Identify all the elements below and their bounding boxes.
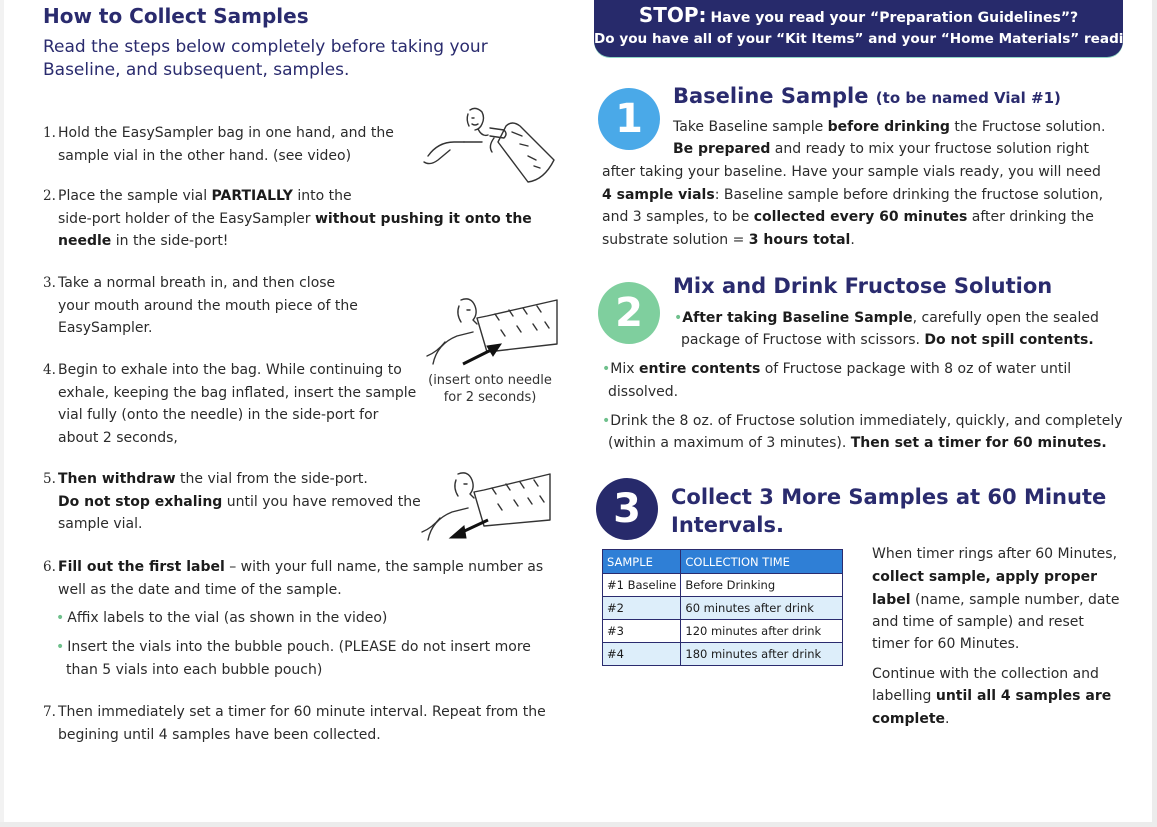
- text-run: .: [945, 711, 950, 727]
- table-cell: 60 minutes after drink: [681, 597, 843, 620]
- table-row: [603, 597, 843, 620]
- step-line: sample vial.: [58, 516, 143, 532]
- bullet-text: Affix labels to the vial (as shown in the video): [67, 610, 388, 626]
- bullet-item: [56, 607, 387, 630]
- section-title-line: Intervals.: [671, 513, 784, 537]
- stop-heading: STOP:: [638, 3, 707, 27]
- text-run: Mix: [610, 361, 639, 377]
- table-row: [603, 574, 843, 597]
- text-run: .: [850, 232, 855, 248]
- section-1-line: [673, 138, 1089, 161]
- step-number: 4.: [43, 362, 56, 378]
- section-1-line: [602, 184, 1103, 207]
- collection-schedule-table: [602, 549, 843, 666]
- subtitle-line: Read the steps below completely before taking your: [43, 37, 488, 57]
- text-bold: 4 sample vials: [602, 187, 715, 203]
- step-line: your mouth around the mouth piece of the: [58, 297, 358, 314]
- step-text-run: side-port holder of the EasySampler: [58, 210, 315, 227]
- section-title-note: (to be named Vial #1): [875, 89, 1061, 107]
- step-1-circle-icon: 1: [598, 88, 660, 150]
- text-run: Drink the 8 oz. of Fructose solution immediately, quickly, and completely: [610, 413, 1123, 429]
- text-run: labelling: [872, 688, 936, 704]
- section-2-line: dissolved.: [608, 384, 679, 400]
- section-3-line: Continue with the collection and: [872, 666, 1099, 682]
- bullet-text: Insert the vials into the bubble pouch. (PLEASE do not insert more: [67, 639, 531, 655]
- step-number: 1.: [43, 125, 56, 141]
- step-number: 3.: [43, 275, 56, 291]
- text-bold: label: [872, 592, 911, 608]
- section-3-line: [872, 708, 949, 731]
- table-cell: #4: [603, 643, 681, 666]
- step-text: [58, 468, 421, 536]
- step-line: Take a normal breath in, and then close: [58, 275, 336, 291]
- step-text-run: into the: [292, 188, 352, 204]
- step-text-run: the vial from the side-port.: [175, 471, 368, 487]
- step-number: 6.: [43, 559, 56, 575]
- step-line: begining until 4 samples have been collected.: [58, 726, 381, 743]
- table-row: [603, 620, 843, 643]
- step-line: Hold the EasySampler bag in one hand, and the: [58, 125, 394, 141]
- step-line: Then immediately set a timer for 60 minute interval. Repeat from the: [58, 704, 546, 720]
- text-run: the Fructose solution.: [949, 119, 1106, 135]
- illustration-caption: [424, 372, 556, 406]
- table-header-cell: COLLECTION TIME: [681, 550, 843, 574]
- text-bold: 3 hours total: [748, 232, 851, 248]
- text-run: and 3 samples, to be: [602, 209, 754, 225]
- caption-line: (insert onto needle: [428, 373, 552, 388]
- section-3-line: [872, 566, 1097, 589]
- page-edge-bottom: [0, 822, 1157, 827]
- section-2-line: [602, 410, 1123, 433]
- step-text-run: until you have removed the: [222, 493, 421, 510]
- text-run: Take Baseline sample: [673, 119, 828, 135]
- step-line: about 2 seconds,: [58, 429, 178, 446]
- section-2-line: [674, 307, 1099, 330]
- text-run: (name, sample number, date: [910, 592, 1120, 608]
- step-text: [58, 122, 394, 167]
- stop-banner: [594, 0, 1151, 57]
- step-text-run: Place the sample vial: [58, 188, 212, 204]
- text-run: substrate solution =: [602, 232, 749, 248]
- text-bold: After taking Baseline Sample: [682, 310, 913, 326]
- subtitle-line: Baseline, and subsequent, samples.: [43, 60, 350, 80]
- text-bold: before drinking: [827, 119, 950, 135]
- section-3-line: When timer rings after 60 Minutes,: [872, 546, 1118, 562]
- step-2-circle-icon: 2: [598, 282, 660, 344]
- section-1-line: [673, 116, 1106, 139]
- table-cell: #2: [603, 597, 681, 620]
- step-text: [58, 359, 416, 449]
- text-bold: Then set a timer for 60 minutes.: [850, 435, 1107, 451]
- text-run: and ready to mix your fructose solution right: [770, 141, 1090, 157]
- step-text-bold: Fill out the first label: [58, 559, 225, 575]
- page-title: How to Collect Samples: [43, 4, 309, 28]
- step-text: [58, 701, 546, 746]
- section-3-line: and time of sample) and reset: [872, 614, 1084, 630]
- step-number: 2.: [43, 188, 56, 204]
- bullet-icon: •: [602, 413, 611, 429]
- text-bold: until all 4 samples are: [935, 688, 1112, 704]
- page-edge-left: [0, 0, 4, 827]
- bullet-icon: •: [602, 361, 611, 377]
- table-header-row: [603, 550, 843, 574]
- person-withdrawing-vial-illustration: [418, 470, 558, 544]
- step-text-run: in the side-port!: [111, 233, 229, 249]
- step-text-bold: Then withdraw: [58, 471, 176, 487]
- text-run: package of Fructose with scissors.: [681, 332, 925, 348]
- text-run: , carefully open the sealed: [912, 310, 1099, 326]
- text-run: after drinking the: [967, 209, 1094, 225]
- table-cell: Before Drinking: [681, 574, 843, 597]
- step-text-bold: needle: [58, 233, 112, 249]
- step-text-bold: without pushing it onto the: [315, 210, 532, 227]
- section-1-title: [673, 84, 1061, 108]
- step-line: sample vial in the other hand. (see video): [58, 147, 352, 164]
- bullet-icon: •: [674, 310, 683, 326]
- step-line: Begin to exhale into the bag. While continuing to: [58, 362, 402, 378]
- text-run: of Fructose package with 8 oz of water until: [760, 361, 1072, 377]
- table-header-cell: SAMPLE: [603, 550, 681, 574]
- bullet-icon: •: [56, 610, 65, 626]
- table-cell: #3: [603, 620, 681, 643]
- section-3-line: [872, 589, 1120, 612]
- bullet-text-continued: than 5 vials into each bubble pouch): [66, 662, 323, 678]
- page-edge-right: [1152, 0, 1157, 827]
- stop-line-1: [594, 3, 1123, 27]
- step-text: [58, 185, 532, 253]
- step-line: EasySampler.: [58, 320, 153, 336]
- section-2-line: [608, 432, 1107, 455]
- step-text: [58, 556, 543, 601]
- table-cell: 120 minutes after drink: [681, 620, 843, 643]
- stop-question: Have you read your “Preparation Guidelines”?: [710, 10, 1079, 26]
- step-3-circle-icon: 3: [596, 478, 658, 540]
- section-2-line: [681, 329, 1094, 352]
- text-bold: collect sample, apply proper: [872, 569, 1098, 585]
- text-bold: complete: [872, 711, 946, 727]
- step-line: exhale, keeping the bag inflated, insert the sample: [58, 384, 417, 401]
- page-subtitle: [43, 36, 563, 82]
- stop-line-2: Do you have all of your “Kit Items” and your “Home Materials” readied?: [594, 31, 1151, 47]
- section-2-title: Mix and Drink Fructose Solution: [673, 274, 1053, 298]
- caption-line: for 2 seconds): [443, 390, 537, 405]
- step-number: 5.: [43, 471, 56, 487]
- section-3-line: timer for 60 Minutes.: [872, 636, 1020, 652]
- text-bold: Be prepared: [673, 141, 771, 157]
- text-bold: Do not spill contents.: [924, 332, 1094, 348]
- section-title-line: Collect 3 More Samples at 60 Minute: [671, 485, 1107, 509]
- text-bold: collected every 60 minutes: [753, 209, 968, 225]
- bullet-icon: •: [56, 639, 65, 655]
- section-title-text: Baseline Sample: [673, 84, 869, 108]
- text-run: (within a maximum of 3 minutes).: [608, 435, 851, 451]
- person-holding-bag-illustration: [420, 104, 560, 186]
- table-row: [603, 643, 843, 666]
- table-cell: #1 Baseline: [603, 574, 681, 597]
- person-exhaling-into-bag-illustration: [425, 296, 560, 370]
- section-1-line: [602, 229, 855, 252]
- text-run: : Baseline sample before drinking the fructose solution,: [714, 187, 1104, 203]
- bullet-item: [56, 636, 531, 659]
- step-text-bold: Do not stop exhaling: [58, 493, 223, 510]
- section-2-line: [602, 358, 1071, 381]
- section-1-line: [602, 206, 1094, 229]
- step-number: 7.: [43, 704, 56, 720]
- table-cell: 180 minutes after drink: [681, 643, 843, 666]
- step-text: [58, 272, 358, 340]
- section-1-line: after taking your baseline. Have your sample vials ready, you will need: [602, 164, 1101, 180]
- step-line: vial fully (onto the needle) in the side-port for: [58, 407, 379, 423]
- text-bold: entire contents: [638, 361, 761, 377]
- step-text-bold: PARTIALLY: [211, 188, 293, 204]
- step-line: well as the date and time of the sample.: [58, 581, 342, 598]
- step-text-run: – with your full name, the sample number as: [224, 559, 544, 575]
- section-3-title: [671, 483, 1106, 539]
- section-3-line: [872, 685, 1111, 708]
